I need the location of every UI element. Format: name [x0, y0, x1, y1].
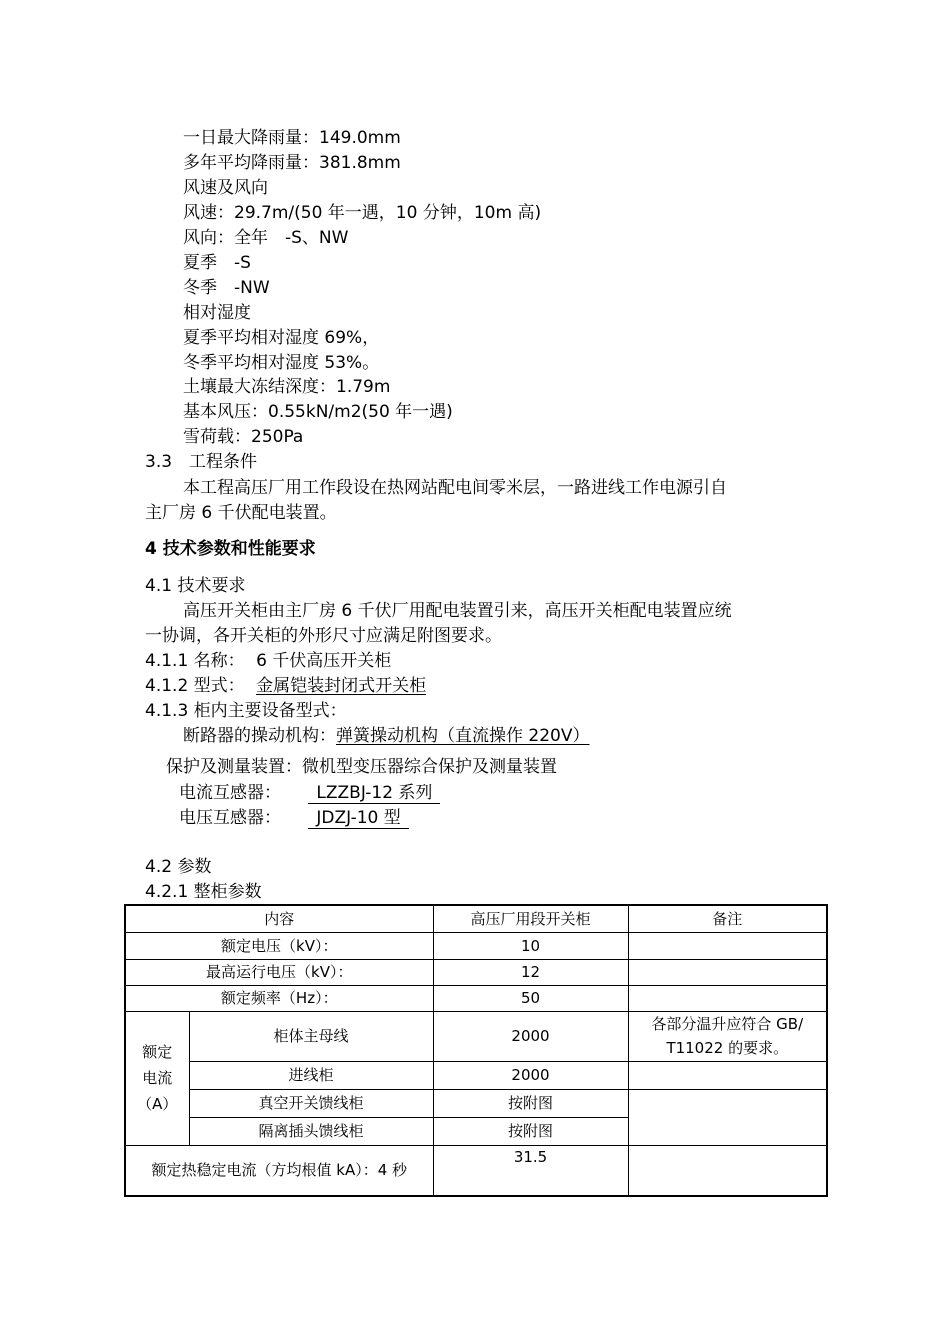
paragraph-line: 本工程高压厂用工作段设在热网站配电间零米层，一路进线工作电源引自: [183, 478, 727, 498]
text-line: 冬季 -NW: [183, 278, 270, 298]
text-line: 冬季平均相对湿度 53%。: [183, 353, 380, 373]
header-cell: 内容: [125, 905, 433, 932]
breaker-spec: [183, 724, 589, 748]
protection-spec: 保护及测量装置：微机型变压器综合保护及测量装置: [166, 757, 557, 777]
row-value: 2000: [433, 1011, 628, 1061]
note-line: 各部分温升应符合 GB/: [651, 1015, 804, 1033]
row-value: 按附图: [433, 1089, 628, 1117]
table-row: [125, 1011, 827, 1061]
row-note: [628, 1145, 827, 1196]
text-line: 风向：全年 -S、NW: [183, 228, 349, 248]
row-note: [628, 959, 827, 985]
text-line: 多年平均降雨量：381.8mm: [183, 153, 401, 173]
row-value: 12: [433, 959, 628, 985]
spec-value: JDZJ-10 型: [308, 808, 408, 829]
row-value: 2000: [433, 1061, 628, 1089]
text-line: 土壤最大冻结深度：1.79m: [183, 377, 391, 397]
spec-value: 弹簧操动机构（直流操作 220V）: [336, 726, 590, 746]
group-label-line: （A）: [137, 1095, 178, 1113]
row-note: [628, 1089, 827, 1145]
ct-spec: [179, 781, 440, 805]
table-row: [125, 932, 827, 959]
group-label-line: 电流: [142, 1069, 173, 1087]
spec-value: 金属铠装封闭式开关柜: [256, 676, 427, 696]
text-line: 风速及风向: [183, 178, 268, 198]
subsection-heading: 4.1.3 柜内主要设备型式：: [145, 701, 347, 721]
table-header-row: [125, 905, 827, 932]
row-label: 额定电压（kV）：: [125, 932, 433, 959]
chapter-heading: 4 技术参数和性能要求: [145, 539, 316, 559]
group-label: [125, 1011, 189, 1145]
paragraph-line: 高压开关柜由主厂房 6 千伏厂用配电装置引来，高压开关柜配电装置应统: [183, 601, 732, 621]
header-cell: 高压厂用段开关柜: [433, 905, 628, 932]
spec-value: LZZBJ-12 系列: [308, 783, 440, 804]
row-label: 隔离插头馈线柜: [189, 1117, 433, 1145]
row-note: [628, 1061, 827, 1089]
text-line: 风速：29.7m/(50 年一遇，10 分钟，10m 高): [183, 203, 542, 223]
parameter-table: [124, 904, 828, 1197]
text-line: 基本风压：0.55kN/m2(50 年一遇): [183, 402, 453, 422]
row-label: 真空开关馈线柜: [189, 1089, 433, 1117]
section-heading: 3.3 工程条件: [145, 452, 258, 472]
text-line: 一日最大降雨量：149.0mm: [183, 128, 401, 148]
table-row: [125, 959, 827, 985]
row-label: 最高运行电压（kV）：: [125, 959, 433, 985]
row-label: 进线柜: [189, 1061, 433, 1089]
text-line: 夏季平均相对湿度 69%，: [183, 328, 380, 348]
row-note: [628, 932, 827, 959]
group-label-line: 额定: [142, 1043, 173, 1061]
row-label: 额定频率（Hz）：: [125, 985, 433, 1011]
spec-label: 电压互感器：: [179, 808, 281, 828]
text-line: 相对湿度: [183, 303, 251, 323]
row-note: [628, 985, 827, 1011]
text-line: 夏季 -S: [183, 253, 251, 273]
spec-value: 6 千伏高压开关柜: [256, 651, 392, 671]
spec-label: 电流互感器：: [179, 783, 281, 803]
row-label: 柜体主母线: [189, 1011, 433, 1061]
subsection-heading: 4.2.1 整柜参数: [145, 882, 262, 902]
row-value: 10: [433, 932, 628, 959]
spec-label: 断路器的操动机构：: [183, 726, 336, 746]
spec-type: [145, 674, 426, 698]
table-row: [125, 1145, 827, 1196]
row-label: 额定热稳定电流（方均根值 kA）：4 秒: [125, 1145, 433, 1196]
paragraph-line: 主厂房 6 千伏配电装置。: [145, 503, 337, 523]
row-note: [628, 1011, 827, 1061]
vt-spec: [179, 806, 409, 830]
row-value: 31.5: [433, 1145, 628, 1196]
note-line: T11022 的要求。: [666, 1039, 789, 1057]
row-value: 50: [433, 985, 628, 1011]
paragraph-line: 一协调，各开关柜的外形尺寸应满足附图要求。: [145, 626, 502, 646]
table-row: [125, 1089, 827, 1117]
spec-label: 4.1.2 型式：: [145, 676, 245, 696]
table-row: [125, 1061, 827, 1089]
section-heading: 4.2 参数: [145, 857, 212, 877]
text-line: 雪荷载：250Pa: [183, 427, 304, 447]
row-value: 按附图: [433, 1117, 628, 1145]
header-cell: 备注: [628, 905, 827, 932]
section-heading: 4.1 技术要求: [145, 576, 246, 596]
spec-name: [145, 649, 391, 673]
table-row: [125, 985, 827, 1011]
spec-label: 4.1.1 名称：: [145, 651, 245, 671]
